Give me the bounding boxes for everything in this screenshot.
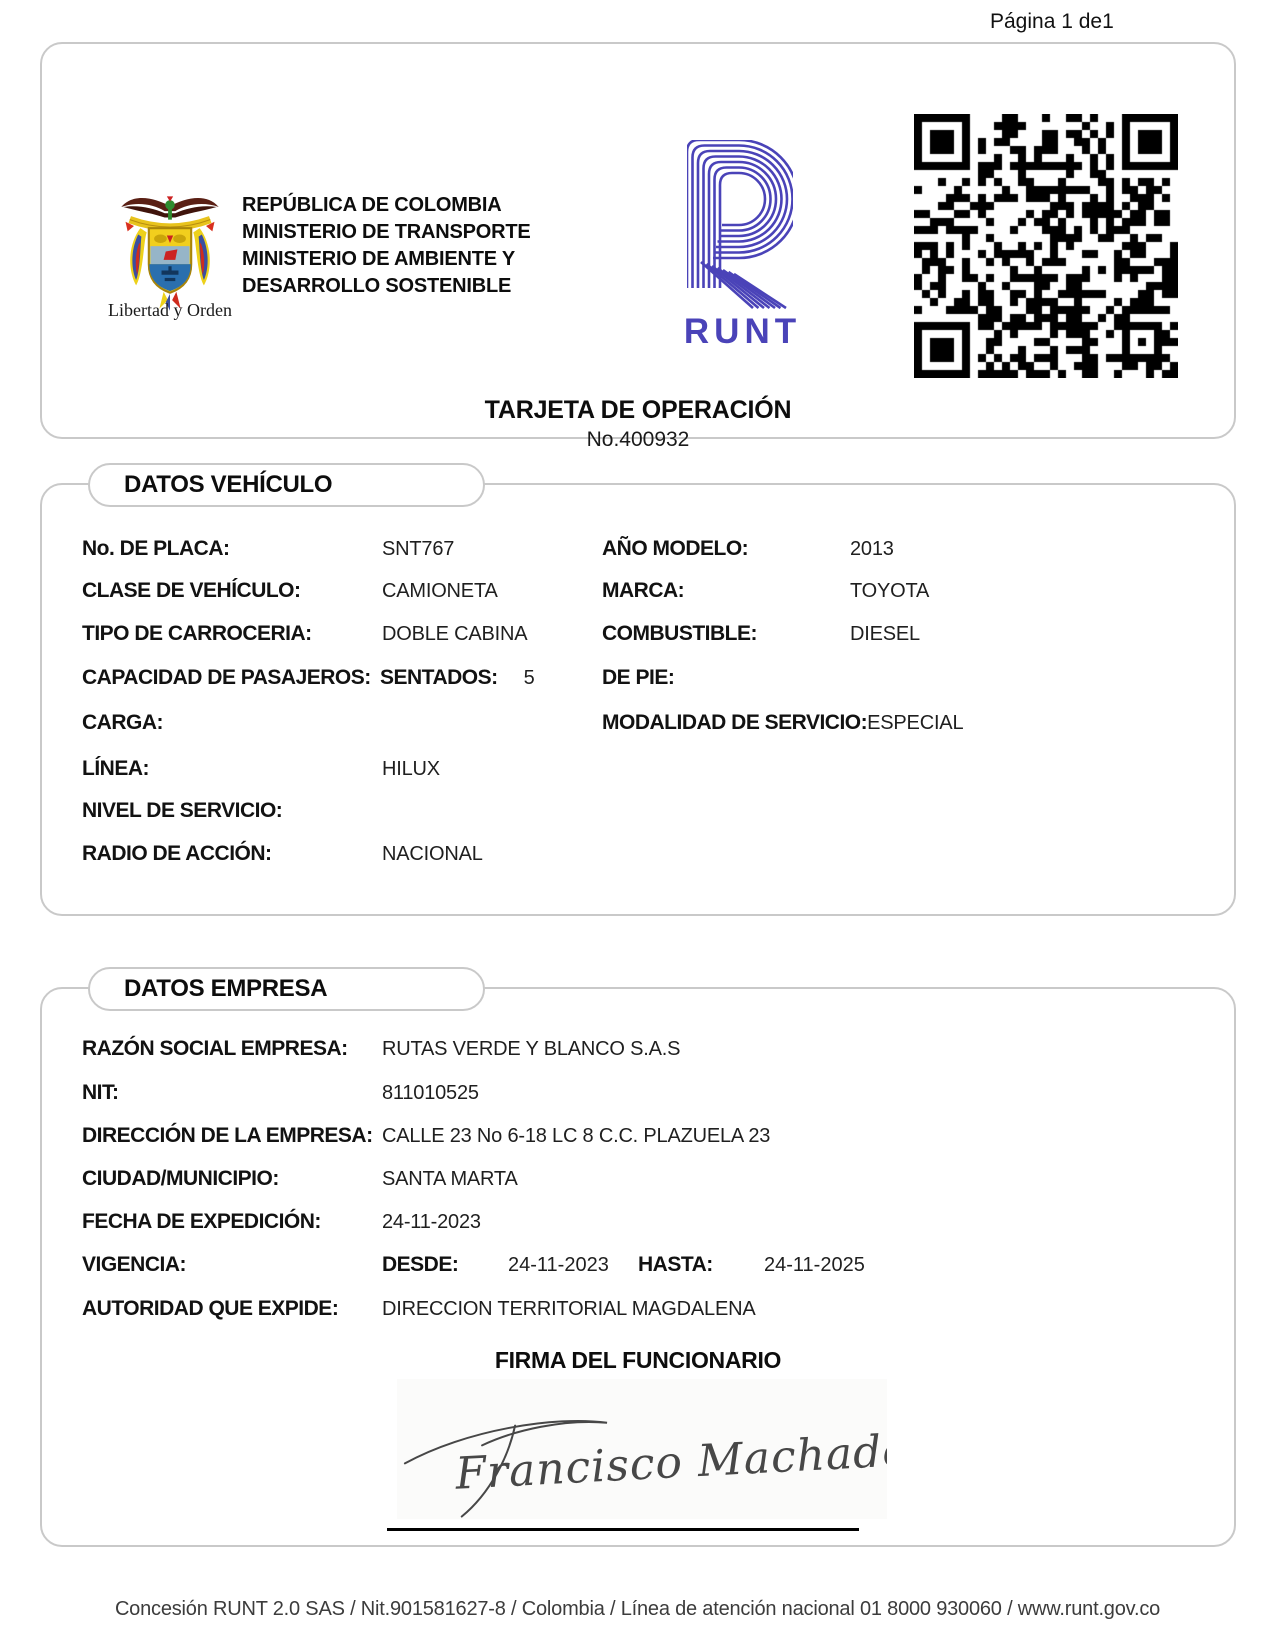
document-title: TARJETA DE OPERACIÓN [484,396,792,424]
runt-wordmark: RUNT [683,312,802,351]
field-value: DOBLE CABINA [382,623,528,645]
field-value: RUTAS VERDE Y BLANCO S.A.S [382,1038,681,1060]
field-label: MARCA: [602,579,685,602]
field-label: No. DE PLACA: [82,537,230,560]
ministry-line-2: MINISTERIO DE TRANSPORTE [242,221,531,243]
field-label: RAZÓN SOCIAL EMPRESA: [82,1037,348,1060]
document-number: No.400932 [586,428,690,451]
qr-code [914,114,1178,378]
field-value: CALLE 23 No 6-18 LC 8 C.C. PLAZUELA 23 [382,1125,771,1147]
runt-logo-icon [687,140,793,312]
company-section-title: DATOS EMPRESA [124,975,328,1002]
field-label: MODALIDAD DE SERVICIO: [602,711,868,734]
colombia-coat-of-arms-icon [117,190,223,315]
page-number: Página 1 de1 [990,10,1114,33]
field-value: HILUX [382,758,440,780]
field-label: FECHA DE EXPEDICIÓN: [82,1210,321,1233]
company-row-ciudad [42,1167,1234,1197]
field-value: 5 [523,667,535,689]
field-label: NIT: [82,1081,119,1104]
field-value: SNT767 [382,538,455,560]
vehicle-row-carroceria [42,622,1234,652]
field-label: DIRECCIÓN DE LA EMPRESA: [82,1124,373,1147]
field-value: SANTA MARTA [382,1168,518,1190]
field-value: ESPECIAL [867,712,964,734]
company-row-autoridad [42,1297,1234,1327]
ministry-line-3: MINISTERIO DE AMBIENTE Y [242,248,516,270]
field-label: VIGENCIA: [82,1253,187,1276]
field-value: CAMIONETA [382,580,498,602]
company-section-tab [88,967,485,1011]
field-label: AÑO MODELO: [602,537,749,560]
field-label: CIUDAD/MUNICIPIO: [82,1167,279,1190]
vehicle-row-clase [42,579,1234,609]
vehicle-row-carga [42,711,1234,741]
field-label: RADIO DE ACCIÓN: [82,842,272,865]
header-box [40,42,1236,451]
vehicle-row-nivel [42,799,1234,829]
company-section-box [40,987,1236,1547]
signature-line [387,1528,859,1531]
field-sublabel: SENTADOS: [380,666,498,689]
field-value: 2013 [850,538,894,560]
vehicle-section-tab [88,463,485,507]
ministry-line-4: DESARROLLO SOSTENIBLE [242,275,512,297]
field-label: NIVEL DE SERVICIO: [82,799,283,822]
desde-value: 24-11-2023 [508,1254,609,1276]
field-value: DIRECCION TERRITORIAL MAGDALENA [382,1298,756,1320]
field-value: NACIONAL [382,843,483,865]
company-row-direccion [42,1124,1234,1154]
vehicle-section-title: DATOS VEHÍCULO [124,471,333,498]
company-row-razon-social [42,1037,1234,1067]
field-value: TOYOTA [850,580,930,602]
field-value: DIESEL [850,623,920,645]
field-value: 24-11-2023 [382,1211,481,1233]
vehicle-section-box [40,483,1236,916]
company-row-fecha-expedicion [42,1210,1234,1240]
ministry-line-1: REPÚBLICA DE COLOMBIA [242,194,502,216]
field-label: CARGA: [82,711,163,734]
field-label: TIPO DE CARROCERIA: [82,622,312,645]
vehicle-row-capacidad [42,666,1234,696]
company-row-nit [42,1081,1234,1111]
vehicle-row-placa [42,537,1234,567]
official-signature-image [397,1379,887,1519]
hasta-value: 24-11-2025 [764,1254,865,1276]
desde-label: DESDE: [382,1253,459,1276]
signature-section-title: FIRMA DEL FUNCIONARIO [494,1347,782,1373]
field-label: CLASE DE VEHÍCULO: [82,579,301,602]
footer-text: Concesión RUNT 2.0 SAS / Nit.901581627-8 / Colombia / Línea de atención nacional 01 8000 930060 / www.runt.gov.co [114,1598,1161,1620]
coat-of-arms-caption: Libertad y Orden [108,300,232,320]
company-row-vigencia [42,1253,1234,1283]
ministry-text [242,192,531,300]
field-label: COMBUSTIBLE: [602,622,757,645]
vehicle-row-linea [42,757,1234,787]
field-value: 811010525 [382,1082,479,1104]
field-label: DE PIE: [602,666,675,689]
field-label: LÍNEA: [82,757,149,780]
signature-name-text: Francisco Machado [454,1425,887,1500]
field-label: CAPACIDAD DE PASAJEROS: [82,666,371,689]
field-label: AUTORIDAD QUE EXPIDE: [82,1297,339,1320]
hasta-label: HASTA: [638,1253,713,1276]
vehicle-row-radio [42,842,1234,872]
